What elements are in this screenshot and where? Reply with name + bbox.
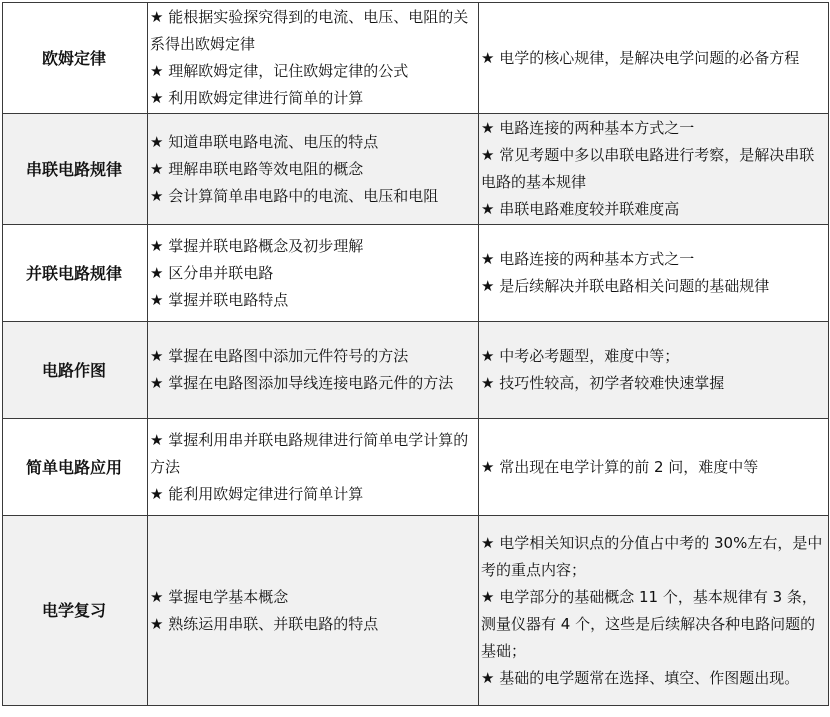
table-row	[3, 322, 829, 419]
table-row	[3, 114, 829, 225]
objective-item: ★ 会计算简单串电路中的电流、电压和电阻	[150, 186, 439, 205]
objective-item: ★ 能利用欧姆定律进行简单计算	[150, 484, 364, 503]
notes-cell	[479, 3, 829, 114]
topic-cell: 欧姆定律	[3, 3, 148, 114]
table-row	[3, 419, 829, 516]
note-item: ★ 中考必考题型，难度中等；	[481, 347, 680, 365]
objective-item: ★ 知道串联电路电流、电压的特点	[150, 132, 379, 151]
table-row	[3, 3, 829, 114]
table-row	[3, 516, 829, 706]
objectives-cell	[148, 322, 479, 419]
notes-cell	[479, 114, 829, 225]
note-item: ★ 常出现在电学计算的前 2 问，难度中等	[481, 457, 759, 476]
objective-item: ★ 掌握在电路图中添加元件符号的方法	[150, 347, 409, 365]
note-item: ★ 是后续解决并联电路相关问题的基础规律	[481, 277, 770, 295]
objective-item: ★ 理解串联电路等效电阻的概念	[150, 159, 364, 178]
note-item: ★ 电路连接的两种基本方式之一	[481, 250, 695, 268]
objective-item: ★ 掌握并联电路特点	[150, 290, 289, 309]
notes-cell	[479, 419, 829, 516]
note-item: ★ 串联电路难度较并联难度高	[481, 200, 680, 218]
notes-cell	[479, 225, 829, 322]
curriculum-table	[2, 2, 829, 706]
objectives-cell	[148, 516, 479, 706]
objective-item: ★ 理解欧姆定律，记住欧姆定律的公式	[150, 62, 409, 80]
topic-cell: 简单电路应用	[3, 419, 148, 516]
topic-cell: 串联电路规律	[3, 114, 148, 225]
objectives-cell	[148, 114, 479, 225]
objectives-cell	[148, 3, 479, 114]
note-item: ★ 基础的电学题常在选择、填空、作图题出现。	[481, 668, 800, 687]
note-item: ★ 电路连接的两种基本方式之一	[481, 119, 695, 137]
objective-item: ★ 利用欧姆定律进行简单的计算	[150, 89, 364, 107]
note-item: ★ 电学部分的基础概念 11 个，基本规律有 3 条，测量仪器有 4 个，这些是后续解决各种电路问题的基础；	[481, 587, 817, 660]
note-item: ★ 电学相关知识点的分值占中考的 30%左右，是中考的重点内容；	[481, 533, 823, 579]
notes-cell	[479, 322, 829, 419]
objective-item: ★ 能根据实验探究得到的电流、电压、电阻的关系得出欧姆定律	[150, 8, 469, 53]
note-item: ★ 电学的核心规律，是解决电学问题的必备方程	[481, 48, 800, 67]
table-row	[3, 225, 829, 322]
note-item: ★ 技巧性较高，初学者较难快速掌握	[481, 374, 725, 392]
topic-cell: 电学复习	[3, 516, 148, 706]
objective-item: ★ 掌握利用串并联电路规律进行简单电学计算的方法	[150, 430, 469, 476]
topic-cell: 并联电路规律	[3, 225, 148, 322]
objective-item: ★ 区分串并联电路	[150, 263, 274, 282]
objective-item: ★ 熟练运用串联、并联电路的特点	[150, 614, 379, 633]
objective-item: ★ 掌握电学基本概念	[150, 587, 289, 606]
topic-cell: 电路作图	[3, 322, 148, 419]
objective-item: ★ 掌握并联电路概念及初步理解	[150, 236, 364, 255]
objectives-cell	[148, 225, 479, 322]
notes-cell	[479, 516, 829, 706]
objective-item: ★ 掌握在电路图添加导线连接电路元件的方法	[150, 374, 454, 392]
objectives-cell	[148, 419, 479, 516]
note-item: ★ 常见考题中多以串联电路进行考察，是解决串联电路的基本规律	[481, 146, 815, 191]
